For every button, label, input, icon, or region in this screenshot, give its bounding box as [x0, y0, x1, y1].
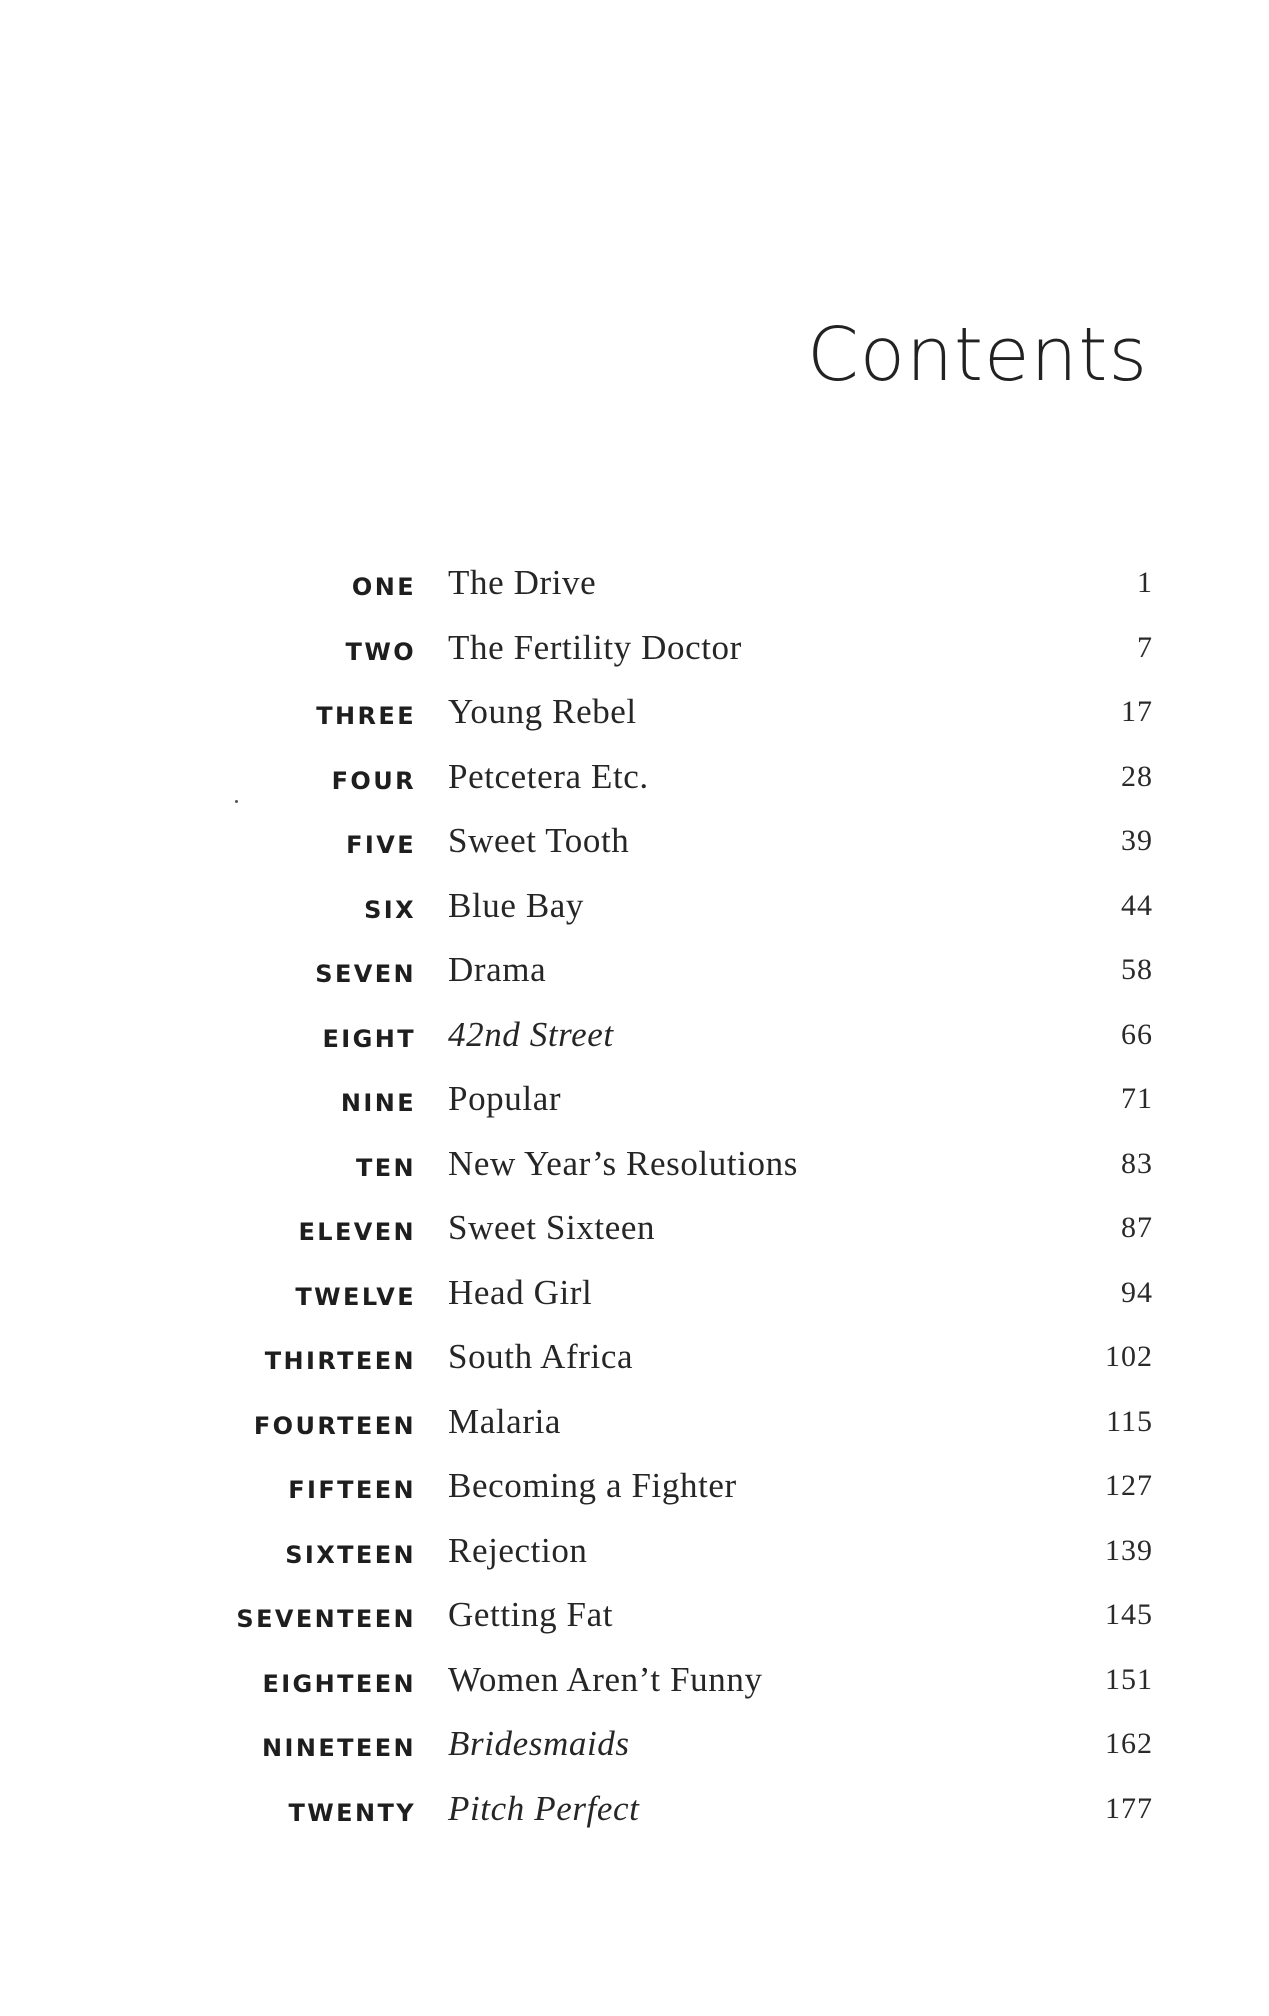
chapter-title: Sweet Tooth [448, 821, 630, 860]
chapter-number: FIFTEEN [288, 1476, 416, 1504]
toc-entry[interactable] [0, 1015, 1269, 1080]
toc-entry[interactable] [0, 1724, 1269, 1789]
chapter-number: TWO [345, 637, 416, 666]
page-title: Contents [807, 312, 1148, 398]
chapter-page: 177 [1105, 1791, 1153, 1825]
chapter-number: SEVEN [315, 960, 416, 988]
chapter-page: 7 [1137, 630, 1153, 664]
toc-entry[interactable] [0, 1531, 1269, 1596]
toc-entry[interactable] [0, 821, 1269, 886]
toc-entry[interactable] [0, 692, 1269, 757]
toc-entry[interactable] [0, 1402, 1269, 1467]
toc-entry[interactable] [0, 1079, 1269, 1144]
toc-entry[interactable] [0, 1208, 1269, 1273]
chapter-number: ELEVEN [298, 1218, 416, 1246]
table-of-contents [0, 563, 1269, 1853]
chapter-number: FIVE [346, 831, 416, 859]
chapter-page: 28 [1121, 759, 1153, 793]
chapter-title: Getting Fat [448, 1595, 614, 1634]
chapter-title: 42nd Street [448, 1014, 614, 1054]
toc-entry[interactable] [0, 1273, 1269, 1338]
chapter-title: Sweet Sixteen [448, 1208, 656, 1247]
chapter-page: 162 [1105, 1727, 1153, 1760]
toc-entry[interactable] [0, 1789, 1269, 1854]
chapter-page: 87 [1121, 1211, 1153, 1244]
chapter-number: TWELVE [295, 1282, 416, 1311]
chapter-title: Malaria [448, 1401, 562, 1441]
toc-entry[interactable] [0, 1595, 1269, 1660]
chapter-number: NINE [340, 1089, 416, 1117]
chapter-number: TWENTY [288, 1798, 416, 1827]
chapter-page: 58 [1121, 953, 1153, 986]
chapter-page: 94 [1121, 1275, 1153, 1309]
toc-entry[interactable] [0, 1660, 1269, 1725]
toc-entry[interactable] [0, 563, 1269, 628]
chapter-title: Rejection [448, 1530, 588, 1570]
toc-entry[interactable] [0, 1466, 1269, 1531]
chapter-number: THREE [316, 702, 416, 730]
chapter-page: 1 [1137, 566, 1153, 599]
chapter-title: Young Rebel [448, 692, 637, 731]
chapter-number: THIRTEEN [264, 1347, 416, 1375]
chapter-page: 17 [1121, 695, 1153, 728]
chapter-title: Pitch Perfect [448, 1788, 640, 1828]
chapter-number: SIX [364, 895, 416, 924]
toc-entry[interactable] [0, 628, 1269, 693]
chapter-page: 39 [1121, 824, 1153, 857]
chapter-title: Women Aren’t Funny [448, 1659, 763, 1699]
chapter-title: Head Girl [448, 1272, 593, 1312]
chapter-title: The Fertility Doctor [448, 627, 742, 667]
chapter-title: Becoming a Fighter [448, 1466, 737, 1505]
chapter-page: 145 [1105, 1598, 1153, 1631]
chapter-page: 139 [1105, 1533, 1153, 1567]
chapter-page: 102 [1105, 1340, 1153, 1373]
chapter-title: The Drive [448, 563, 597, 602]
chapter-page: 151 [1105, 1662, 1153, 1696]
toc-entry[interactable] [0, 757, 1269, 822]
chapter-title: South Africa [448, 1337, 634, 1376]
chapter-title: Blue Bay [448, 885, 585, 925]
toc-entry[interactable] [0, 1144, 1269, 1209]
toc-entry[interactable] [0, 950, 1269, 1015]
chapter-title: Petcetera Etc. [448, 756, 649, 796]
chapter-number: NINETEEN [262, 1734, 416, 1762]
chapter-title: Bridesmaids [448, 1724, 630, 1763]
chapter-number: SEVENTEEN [236, 1605, 416, 1633]
toc-entry[interactable] [0, 1337, 1269, 1402]
chapter-number: FOUR [331, 766, 416, 795]
chapter-page: 66 [1121, 1017, 1153, 1051]
chapter-number: TEN [355, 1153, 416, 1182]
chapter-number: EIGHT [322, 1024, 416, 1053]
chapter-number: EIGHTEEN [262, 1669, 416, 1698]
chapter-number: ONE [351, 573, 416, 601]
chapter-title: Popular [448, 1079, 562, 1118]
chapter-page: 127 [1105, 1469, 1153, 1502]
chapter-page: 115 [1106, 1404, 1153, 1438]
toc-entry[interactable] [0, 886, 1269, 951]
chapter-title: Drama [448, 950, 547, 989]
chapter-page: 44 [1121, 888, 1153, 922]
chapter-number: FOURTEEN [253, 1411, 416, 1440]
chapter-page: 71 [1121, 1082, 1153, 1115]
chapter-title: New Year’s Resolutions [448, 1143, 798, 1183]
chapter-number: SIXTEEN [285, 1540, 416, 1569]
chapter-page: 83 [1121, 1146, 1153, 1180]
